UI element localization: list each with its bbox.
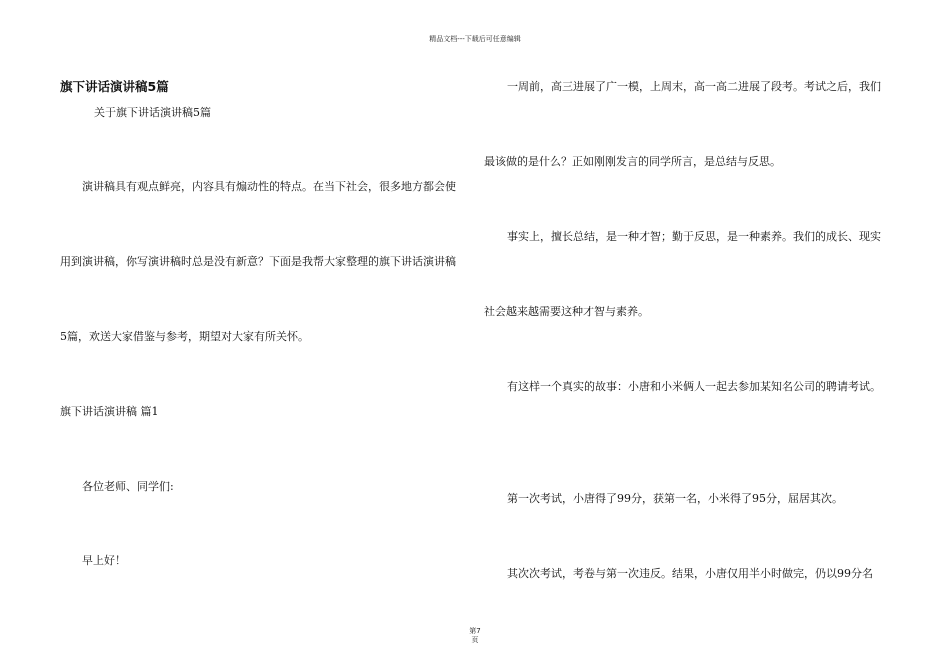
page-header: 精品文档---下载后可任意编辑 (429, 35, 521, 43)
intro-paragraph-line-3: 5篇，欢送大家借鉴与参考，期望对大家有所关怀。 (60, 330, 309, 343)
document-title: 旗下讲话演讲稿5篇 (60, 79, 169, 94)
body-line-7: 其次次考试，考卷与第一次违反。结果，小唐仅用半小时做完，仍以99分名 (507, 567, 873, 580)
body-line-6: 第一次考试，小唐得了99分，获第一名，小米得了95分，屈居其次。 (507, 492, 843, 505)
intro-paragraph-line-2: 用到演讲稿，你写演讲稿时总是没有新意？下面是我帮大家整理的旗下讲话演讲稿 (60, 255, 456, 268)
section-heading: 旗下讲话演讲稿 篇1 (60, 405, 159, 418)
body-line-2: 最该做的是什么？正如刚刚发言的同学所言，是总结与反思。 (484, 155, 781, 168)
body-line-5: 有这样一个真实的故事：小唐和小米俩人一起去参加某知名公司的聘请考试。 (507, 380, 881, 393)
morning-line: 早上好！ (82, 554, 126, 567)
body-line-3: 事实上，擅长总结，是一种才智；勤于反思，是一种素养。我们的成长、现实 (507, 230, 881, 243)
page-number (0, 627, 950, 645)
page-number-line-2: 页 (471, 636, 479, 644)
body-line-4: 社会越来越需要这种才智与素养。 (484, 305, 649, 318)
page-number-line-1: 第7 (469, 627, 481, 635)
greeting-line: 各位老师、同学们: (82, 480, 174, 493)
body-line-1: 一周前，高三进展了广一模，上周末，高一高二进展了段考。考试之后，我们 (507, 80, 881, 93)
document-subtitle: 关于旗下讲话演讲稿5篇 (94, 106, 211, 119)
intro-paragraph-line-1: 演讲稿具有观点鲜亮，内容具有煽动性的特点。在当下社会，很多地方都会使 (82, 180, 456, 193)
